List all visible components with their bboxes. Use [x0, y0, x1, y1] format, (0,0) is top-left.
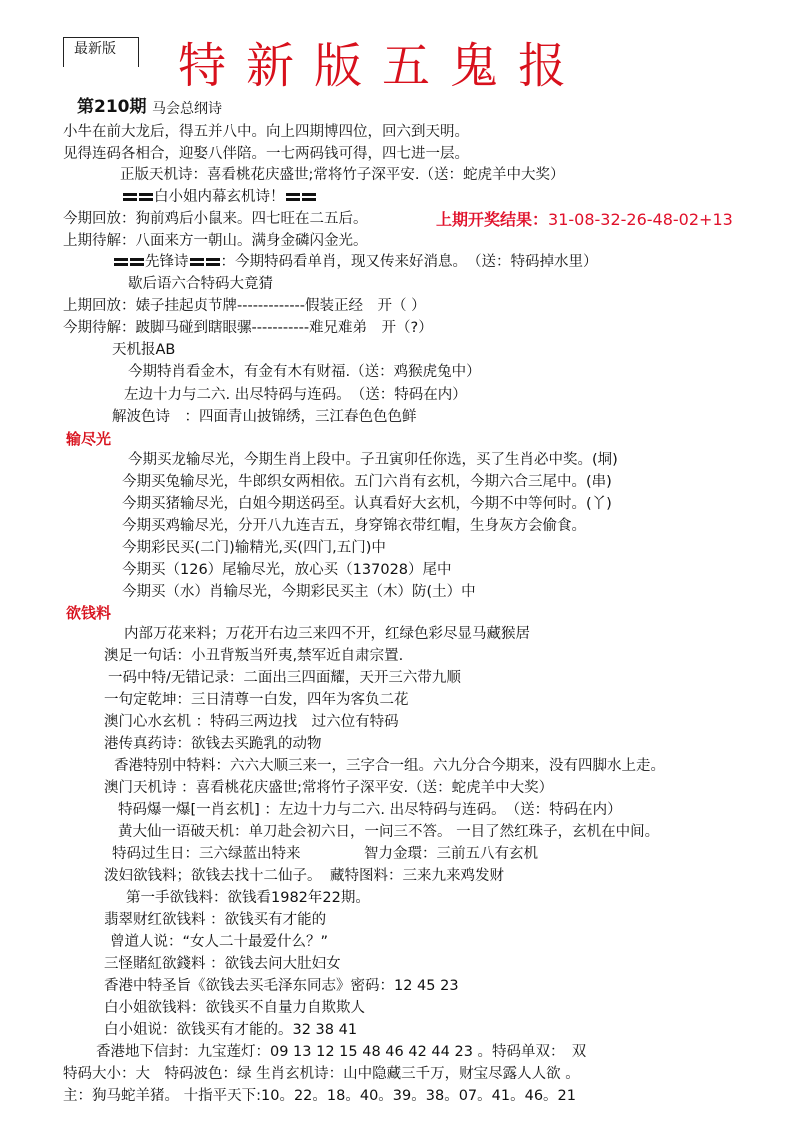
yuqianliao-line: 澳足一句话：小丑背叛当歼夷,禁军近自肃宗置.	[104, 648, 404, 664]
issue-subtitle: 马会总纲诗	[152, 101, 222, 117]
issue-number: 第210期	[77, 97, 147, 117]
yuqianliao-line: 白小姐说：欲钱买有才能的。32 38 41	[104, 1022, 358, 1038]
jiebo-poem: 解波色诗 ：四面青山披锦绣，三江春色色色鲜	[112, 409, 417, 425]
yuqianliao-line: 三怪賭紅欲錢料 ：欲钱去问大肚妇女	[104, 956, 341, 972]
yuqianliao-line: 曾道人说：“女人二十最爱什么？”	[110, 934, 329, 950]
shujinguang-line: 今期买（水）肖输尽光，今期彩民买主（木）防(土）中	[122, 584, 476, 600]
shujinguang-line: 今期彩民买(二门)输精光,买(四门,五门)中	[122, 540, 386, 556]
yuqianliao-line: 主：狗马蛇羊猪。 十指平天下:10。22。18。40。39。38。07。41。46。21	[63, 1088, 576, 1104]
double-bar-icon	[190, 257, 220, 267]
tianji-line: 今期特肖看金木，有金有木有财福.（送：鸡猴虎兔中）	[128, 364, 481, 380]
xianfeng-poem: 先锋诗 ：今期特码看单肖，现又传来好消息。 （送：特码掉水里）	[113, 252, 598, 272]
yuqianliao-line: 特码大小：大 特码波色：绿 生肖玄机诗：山中隐藏三千万，财宝尽露人人欲 。	[63, 1066, 580, 1082]
poem-line: 见得连码各相合，迎娶八伴陪。一七两码钱可得，四七进一层。	[63, 146, 469, 162]
yuqianliao-line: 香港中特圣旨《欲钱去买毛泽东同志》密码：12 45 23	[104, 978, 459, 994]
yuqianliao-line: 内部万花来料；万花开右边三来四不开，红绿色彩尽显马藏猴居	[124, 626, 530, 642]
double-bar-icon	[286, 192, 316, 202]
last-solution: 上期待解：八面来方一朝山。满身金磷闪金光。	[63, 233, 368, 249]
yuqianliao-line: 特码爆一爆[一肖玄机] ：左边十力与二六. 出尽特码与连码。 （送：特码在内）	[118, 802, 622, 818]
shujinguang-line: 今期买鸡输尽光，分开八九连吉五，身穿锦衣带红帽，生身灰方会偷食。	[122, 518, 586, 534]
shujinguang-line: 今期买猪输尽光，白姐今期送码至。认真看好大玄机，今期不中等何时。(丫)	[122, 496, 612, 512]
xiehouyu-title: 歇后语六合特码大竟猜	[128, 276, 273, 292]
last-draw-label: 上期开奖结果：	[436, 210, 549, 229]
yuqianliao-line: 黄大仙一语破天机：单刀赴会初六日，一问三不答。 一目了然红珠子，玄机在中间。	[118, 824, 660, 840]
shujinguang-line: 今期买龙输尽光，今期生肖上段中。子丑寅卯任你选，买了生肖必中奖。(垌)	[128, 452, 618, 468]
yuqianliao-line: 特码过生日：三六绿蓝出特来	[112, 846, 301, 862]
riddle-current: 今期待解：跛脚马碰到瞎眼骡-----------难兄难弟 开（?）	[63, 320, 433, 336]
yuqianliao-line: 澳门天机诗 ：喜看桃花庆盛世;常将竹子深平安.（送：蛇虎羊中大奖）	[104, 780, 554, 796]
edition-badge: 最新版	[63, 37, 139, 67]
double-bar-icon	[123, 192, 153, 202]
yuqianliao-line: 智力金環：三前五八有玄机	[364, 846, 538, 862]
shujinguang-line: 今期买兔输尽光，牛郎织女两相依。五门六肖有玄机，今期六合三尾中。(串)	[122, 474, 612, 490]
yuqianliao-line: 香港地下信封：九宝莲灯：09 13 12 15 48 46 42 44 23 。特码单双： 双	[96, 1044, 587, 1060]
yuqianliao-line: 一码中特/无错记录：二面出三四面耀，天开三六带九顺	[108, 670, 461, 686]
double-bar-icon	[114, 257, 144, 267]
yuqianliao-line: 澳门心水玄机 ：特码三两边找 过六位有特码	[104, 714, 399, 730]
page-title: 特新版五鬼报	[178, 38, 587, 94]
section-heading-shujinguang: 输尽光	[66, 430, 112, 448]
tianji-title: 天机报AB	[112, 342, 176, 358]
yuqianliao-line: 第一手欲钱料：欲钱看1982年22期。	[126, 890, 370, 906]
section-heading-yuqianliao: 欲钱料	[66, 604, 112, 622]
baixiaojie-title: 白小姐内幕玄机诗！	[122, 187, 317, 207]
yuqianliao-line: 香港特别中特料：六六大顺三来一，三字合一组。六九分合今期来，没有四脚水上走。	[114, 758, 665, 774]
yuqianliao-line: 港传真药诗：欲钱去买跪乳的动物	[104, 736, 322, 752]
riddle-last: 上期回放：婊子挂起贞节牌-------------假装正经 开（ ）	[63, 298, 426, 314]
yuqianliao-line: 一句定乾坤：三日清尊一白发，四年为客负二花	[104, 692, 409, 708]
yuqianliao-line: 翡翠财红欲钱料 ：欲钱买有才能的	[104, 912, 327, 928]
poem-line: 小牛在前大龙后，得五并八中。向上四期博四位，回六到天明。	[63, 124, 469, 140]
this-issue-replay: 今期回放：狗前鸡后小鼠来。四七旺在二五后。	[63, 211, 368, 227]
last-draw-numbers: 31-08-32-26-48-02+13	[548, 210, 733, 229]
yuqianliao-line: 泼妇欲钱料；欲钱去找十二仙子。	[104, 868, 322, 884]
yuqianliao-line: 藏特图料：三来九来鸡发财	[330, 868, 504, 884]
last-draw-result	[436, 207, 733, 230]
tianji-line: 左边十力与二六. 出尽特码与连码。 （送：特码在内）	[124, 387, 467, 403]
shujinguang-line: 今期买（126）尾输尽光，放心买（137028）尾中	[122, 562, 452, 578]
zhengban-poem: 正版天机诗：喜看桃花庆盛世;常将竹子深平安.（送：蛇虎羊中大奖）	[120, 167, 565, 183]
yuqianliao-line: 白小姐欲钱料：欲钱买不自量力自欺欺人	[104, 1000, 365, 1016]
